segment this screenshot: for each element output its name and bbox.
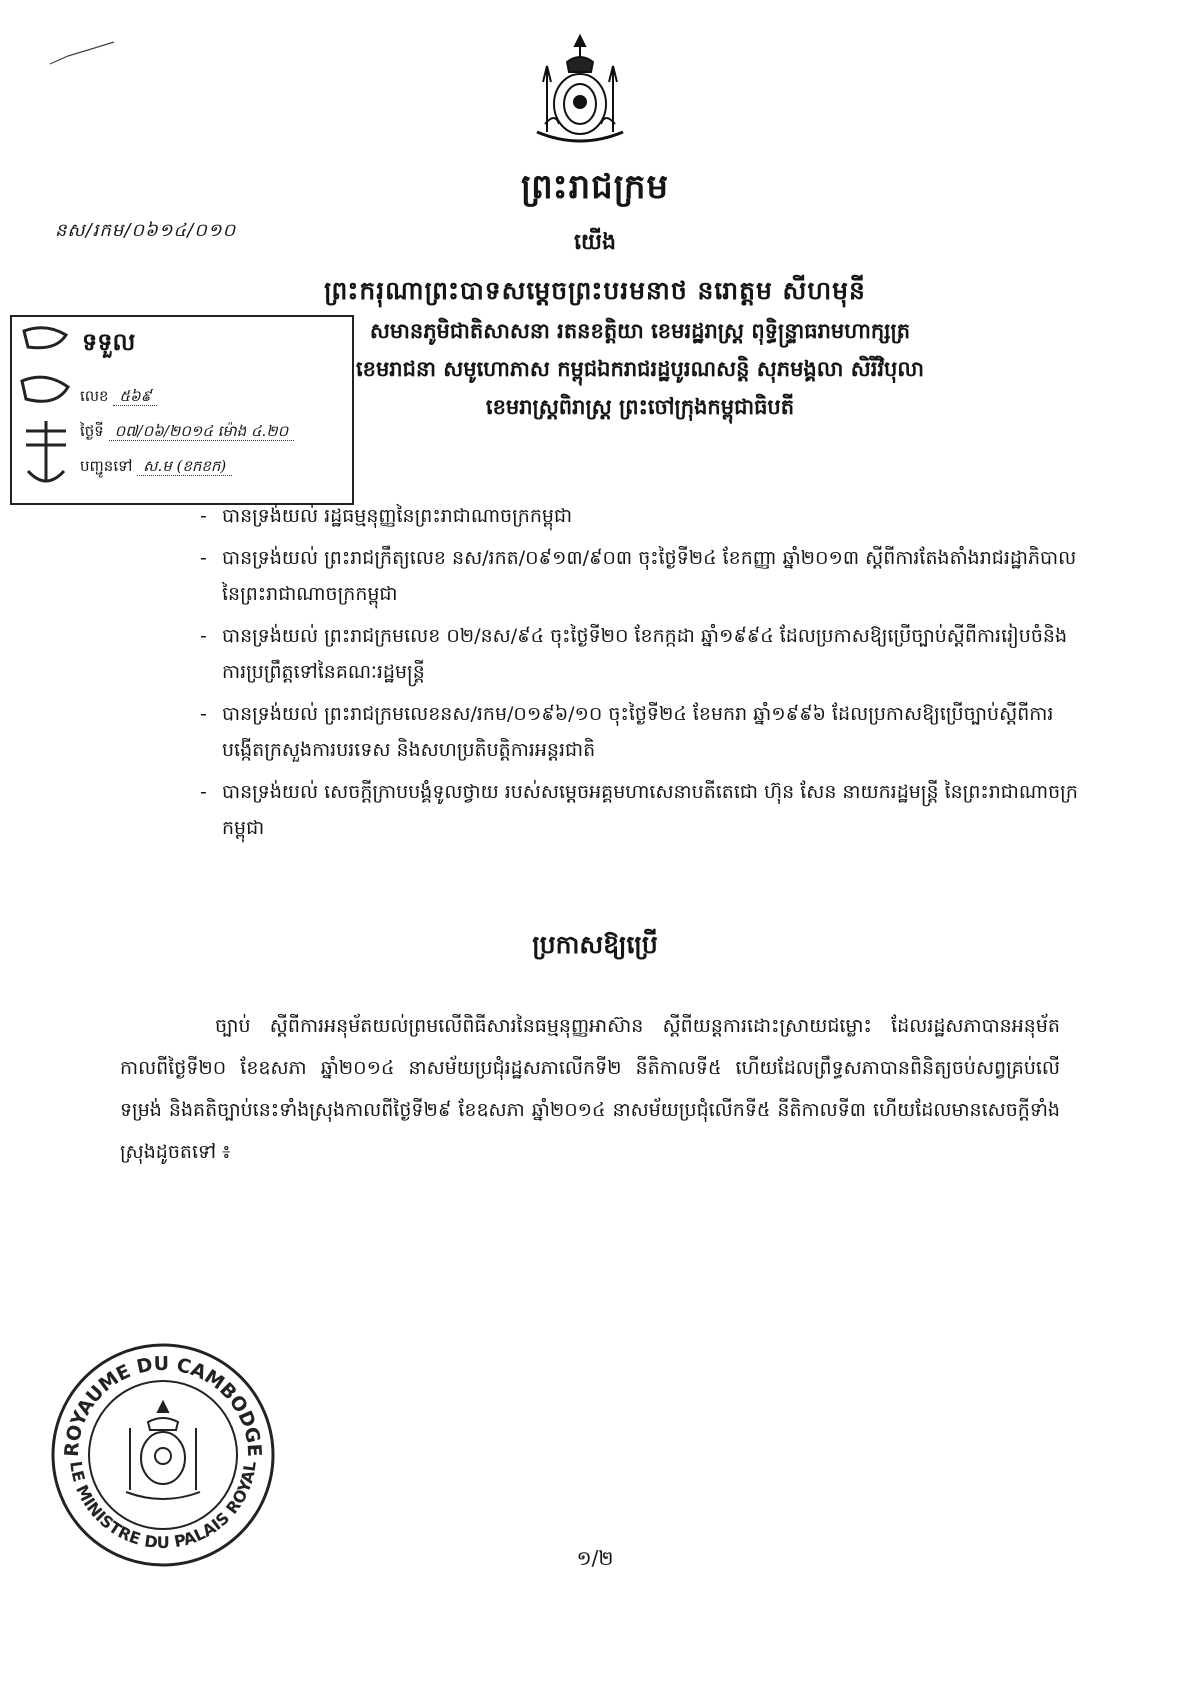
- considerations-list: [200, 498, 1080, 852]
- consideration-text: បានទ្រង់យល់ ព្រះរាជក្រមលេខនស/រកម/០១៩៦/១០ ចុះថ្ងៃទី២៤ ខែមករា ឆ្នាំ១៩៩៦ ដែលប្រកាសឱ្យប្រើច្បាប់ស្តីពីការបង្កើតក្រសួងការបរទេស និងសហប្រតិបត្តិការអន្តរជាតិ: [222, 703, 1054, 761]
- body-paragraph: ច្បាប់ ស្តីពីការអនុម័តយល់ព្រមលើពិធីសារនៃធម្មនុញ្ញអាស៊ាន ស្តីពីយន្តការដោះស្រាយជម្លោះ ដែលរដ្ឋសភាបានអនុម័ត កាលពីថ្ងៃទី២០ ខែឧសភា ឆ្នាំ២០១៤ នាសម័យប្រជុំរដ្ឋសភាលើកទី២ នីតិកាលទី៥ ហើយដែលព្រឹទ្ធសភាបានពិនិត្យចប់សព្វគ្រប់លើទម្រង់ និងគតិច្បាប់នេះទាំងស្រុងកាលពីថ្ងៃទី២៩ ខែឧសភា ឆ្នាំ២០១៤ នាសម័យប្រជុំលើកទី៥ នីតិកាលទី៣ ហើយដែលមានសេចក្តីទាំងស្រុងដូចតទៅ ៖: [120, 1015, 1060, 1163]
- royal-title-line: ខេមរាជនា សមូហោភាស កម្ពុជឯករាជរដ្ឋបូរណសន្តិ សុភមង្គលា សិរីវិបុលា: [355, 357, 925, 381]
- royal-title-line: សមានភូមិជាតិសាសនា រតនខត្តិយា ខេមរដ្ឋរាស្ត្រ ពុទ្ធិន្ទ្រាធរាមហាក្សត្រ: [369, 319, 911, 343]
- stamp-label: បញ្ជូនទៅ: [80, 457, 133, 475]
- consideration-text: បានទ្រង់យល់ សេចក្តីក្រាបបង្គំទូលថ្វាយ របស់សម្តេចអគ្គមហាសេនាបតីតេជោ ហ៊ុន សែន នាយករដ្ឋមន្ត្រី នៃព្រះរាជាណាចក្រកម្ពុជា: [222, 781, 1078, 839]
- stamp-value: ស.ម (ខកខក): [137, 457, 232, 476]
- stamp-row-forward: [80, 457, 232, 479]
- reference-number: នស/រកម/០៦១៤/០១០: [55, 220, 237, 241]
- list-item: - បានទ្រង់យល់ សេចក្តីក្រាបបង្គំទូលថ្វាយ របស់សម្តេចអគ្គមហាសេនាបតីតេជោ ហ៊ុន សែន នាយករដ្ឋមន្ត្រី នៃព្រះរាជាណាចក្រកម្ពុជា: [200, 781, 1078, 839]
- stamp-value: ៥៦៩: [113, 387, 157, 406]
- list-item: - បានទ្រង់យល់ រដ្ឋធម្មនុញ្ញនៃព្រះរាជាណាចក្រកម្ពុជា: [200, 505, 573, 527]
- list-item: - បានទ្រង់យល់ ព្រះរាជក្រឹត្យលេខ នស/រកត/០៩១៣/៩០៣ ចុះថ្ងៃទី២៤ ខែកញ្ញា ឆ្នាំ២០១៣ ស្តីពីការតែងតាំងរាជរដ្ឋាភិបាលនៃព្រះរាជាណាចក្រកម្ពុជា: [200, 547, 1077, 605]
- scan-stroke-mark: [48, 38, 118, 68]
- document-title: ព្រះរាជក្រម: [520, 167, 670, 207]
- list-item: - បានទ្រង់យល់ ព្រះរាជក្រមលេខនស/រកម/០១៩៦/១០ ចុះថ្ងៃទី២៤ ខែមករា ឆ្នាំ១៩៩៦ ដែលប្រកាសឱ្យប្រើច្បាប់ស្តីពីការបង្កើតក្រសួងការបរទេស និងសហប្រតិបត្តិការអន្តរជាតិ: [200, 703, 1054, 761]
- stamp-value: ០៧/០៦/២០១៤ ម៉ោង ៤.២០: [109, 422, 295, 441]
- list-item: - បានទ្រង់យល់ ព្រះរាជក្រមលេខ ០២/នស/៩៤ ចុះថ្ងៃទី២០ ខែកក្កដា ឆ្នាំ១៩៩៤ ដែលប្រកាសឱ្យប្រើច្បាប់ស្តីពីការរៀបចំនិងការប្រព្រឹត្តទៅនៃគណៈរដ្ឋមន្ត្រី: [200, 625, 1068, 683]
- royal-palace-seal-icon: [48, 1340, 278, 1570]
- seal-bottom-text: LE MINISTRE DU PALAIS ROYAL: [66, 1460, 260, 1553]
- page-number: ១/២: [576, 1546, 614, 1570]
- svg-text:LE MINISTRE DU PALAIS ROYAL: [66, 1460, 260, 1552]
- stamp-title: ទទួល: [82, 328, 136, 356]
- proclamation-heading: ប្រកាសឱ្យប្រើ: [532, 930, 658, 959]
- royal-title-line: ខេមរាស្ត្រពិរាស្ត្រ ព្រះចៅក្រុងកម្ពុជាធិបតី: [485, 395, 795, 419]
- stamp-seal-mark: [16, 321, 76, 499]
- consideration-text: បានទ្រង់យល់ រដ្ឋធម្មនុញ្ញនៃព្រះរាជាណាចក្រកម្ពុជា: [222, 505, 573, 527]
- king-name: ព្រះករុណាព្រះបាទសម្តេចព្រះបរមនាថ នរោត្តម សីហមុនី: [324, 276, 866, 305]
- received-stamp: [10, 315, 354, 505]
- royal-emblem-icon: [525, 32, 635, 152]
- consideration-text: បានទ្រង់យល់ ព្រះរាជក្រឹត្យលេខ នស/រកត/០៩១៣/៩០៣ ចុះថ្ងៃទី២៤ ខែកញ្ញា ឆ្នាំ២០១៣ ស្តីពីការតែងតាំងរាជរដ្ឋាភិបាលនៃព្រះរាជាណាចក្រកម្ពុជា: [222, 547, 1077, 605]
- seal-top-text: ROYAUME DU CAMBODGE: [60, 1352, 266, 1458]
- stamp-label: ថ្ងៃទី: [80, 422, 104, 440]
- stamp-row-date: [80, 422, 294, 444]
- consideration-text: បានទ្រង់យល់ ព្រះរាជក្រមលេខ ០២/នស/៩៤ ចុះថ្ងៃទី២០ ខែកក្កដា ឆ្នាំ១៩៩៤ ដែលប្រកាសឱ្យប្រើច្បាប់ស្តីពីការរៀបចំនិងការប្រព្រឹត្តទៅនៃគណៈរដ្ឋមន្ត្រី: [222, 625, 1068, 683]
- stamp-row-number: [80, 387, 157, 409]
- we-heading: យើង: [574, 230, 616, 255]
- stamp-label: លេខ: [80, 387, 109, 405]
